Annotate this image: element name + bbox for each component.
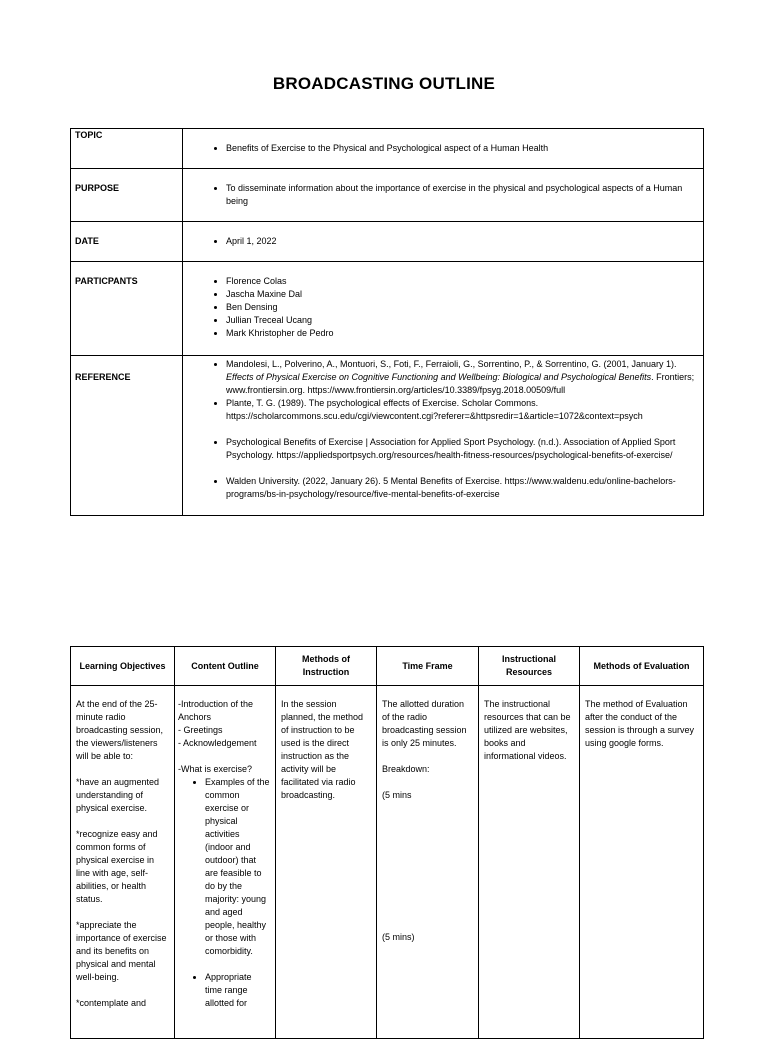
participant-item: • Florence Colas: [226, 275, 695, 288]
header-methods-of-evaluation: Methods of Evaluation: [580, 647, 704, 686]
participants-list: [183, 275, 695, 340]
reference-list: [183, 358, 695, 501]
participant-item: • Mark Khristopher de Pedro: [226, 327, 695, 340]
header-methods-of-instruction: Methods of Instruction: [276, 647, 377, 686]
date-value: • April 1, 2022: [226, 235, 695, 248]
reference-label: REFERENCE: [71, 356, 183, 516]
content-outline-cell: -Introduction of the Anchors - Greetings - Acknowledgement -What is exercise? • Examples of the common exercise or physical activities (indoor and outdoor) that are feasible to do by the majority: young and aged people, healthy or those with comorbidity. • Appropriate time range allotted for: [175, 686, 276, 1039]
participant-item: • Jascha Maxine Dal: [226, 288, 695, 301]
purpose-label: PURPOSE: [71, 169, 183, 222]
header-time-frame: Time Frame: [377, 647, 479, 686]
time-frame-cell: The allotted duration of the radio broadcasting session is only 25 minutes. Breakdown: (5 mins (5 mins): [377, 686, 479, 1039]
purpose-value: • To disseminate information about the importance of exercise in the physical and psychological aspects of a Human being: [226, 182, 695, 208]
methods-of-evaluation-cell: The method of Evaluation after the conduct of the session is through a survey using google forms.: [580, 686, 704, 1039]
reference-item: • Mandolesi, L., Polverino, A., Montuori, S., Foti, F., Ferraioli, G., Sorrentino, P., & Sorrentino, G. (2001, January 1). Effects of Physical Exercise on Cognitive Functioning and Wellbeing: Biological and Psychological Benefits. Frontiers; www.frontiersin.org. https://www.frontiersin.org/articles/10.3389/fpsyg.2018.00509/full: [226, 358, 695, 397]
outline-table: [70, 128, 704, 516]
header-learning-objectives: Learning Objectives: [71, 647, 175, 686]
date-label: DATE: [71, 222, 183, 262]
topic-label: TOPIC: [71, 129, 183, 169]
participant-item: • Ben Densing: [226, 301, 695, 314]
header-instructional-resources: Instructional Resources: [479, 647, 580, 686]
participant-item: • Jullian Treceal Ucang: [226, 314, 695, 327]
objectives-cell: At the end of the 25-minute radio broadcasting session, the viewers/listeners will be able to: *have an augmented understanding of physical exercise. *recognize easy and common forms of physical exercise in line with age, self-abilities, or health status. *appreciate the importance of exercise and its benefits on physical and mental well-being. *contemplate and: [71, 686, 175, 1039]
methods-of-instruction-cell: In the session planned, the method of instruction to be used is the direct instruction as the activity will be facilitated via radio broadcasting.: [276, 686, 377, 1039]
reference-item: • Walden University. (2022, January 26). 5 Mental Benefits of Exercise. https://www.waldenu.edu/online-bachelors-programs/bs-in-psychology/resource/five-mental-benefits-of-exercise: [226, 475, 695, 501]
participants-label: PARTICPANTS: [71, 262, 183, 356]
topic-value: • Benefits of Exercise to the Physical and Psychological aspect of a Human Health: [226, 142, 695, 155]
instructional-resources-cell: The instructional resources that can be utilized are websites, books and informational videos.: [479, 686, 580, 1039]
reference-item: • Psychological Benefits of Exercise | Association for Applied Sport Psychology. (n.d.). Association of Applied Sport Psychology. https://appliedsportpsych.org/resources/health-fitness-resources/psychological-benefits-of-exercise/: [226, 436, 695, 462]
header-content-outline: Content Outline: [175, 647, 276, 686]
page-title: BROADCASTING OUTLINE: [272, 74, 496, 93]
lesson-plan-table: [70, 646, 704, 1039]
reference-item: • Plante, T. G. (1989). The psychological effects of Exercise. Scholar Commons. https://scholarcommons.scu.edu/cgi/viewcontent.cgi?referer=&httpsredir=1&article=1072&context=psych: [226, 397, 695, 423]
